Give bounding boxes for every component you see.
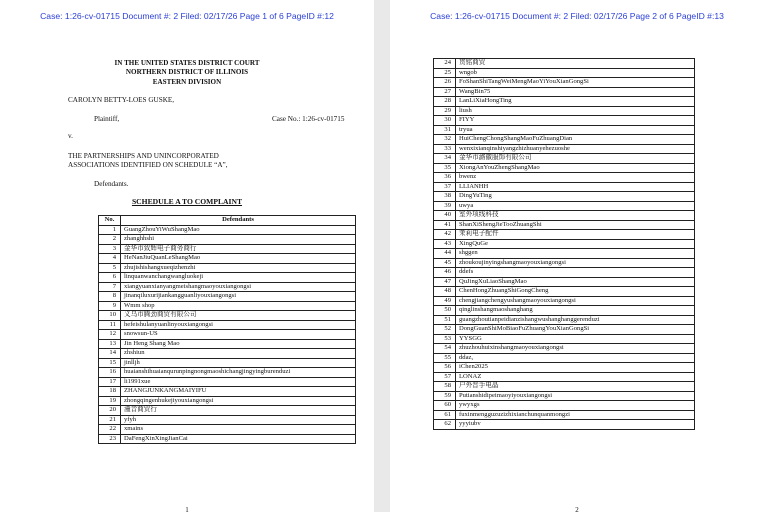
table-row [99, 225, 356, 235]
defendant-name: guangzhoutianpeidianzishangwushanghanggerenduzi [456, 315, 695, 325]
table-row [99, 254, 356, 264]
column-header-no: No. [99, 216, 121, 226]
table-row [434, 144, 695, 154]
defendant-name: Putianshidipeimaoyiyouxiangongsi [456, 391, 695, 401]
row-number: 42 [434, 230, 456, 240]
table-row [434, 173, 695, 183]
defendant-name: huaianshihuaianqurunpingnongmaoshichangjingyingburenduzi [121, 368, 356, 378]
table-row [434, 363, 695, 373]
row-number: 31 [434, 125, 456, 135]
row-number: 49 [434, 296, 456, 306]
row-number: 3 [99, 244, 121, 254]
defendants-description [68, 152, 228, 170]
defendant-name: 金华市致辉电子商务商行 [121, 244, 356, 254]
table-row [99, 349, 356, 359]
plaintiff-role: Plaintiff, [94, 115, 120, 123]
table-row [434, 154, 695, 164]
court-line: IN THE UNITED STATES DISTRICT COURT [114, 59, 260, 67]
row-number: 35 [434, 163, 456, 173]
defendant-name: WangBin75 [456, 87, 695, 97]
row-number: 5 [99, 263, 121, 273]
defendant-name: LLIANHH [456, 182, 695, 192]
defendant-name: FoShanShiTangWeiMengMaoYiYouXianGongSi [456, 78, 695, 88]
table-row [434, 68, 695, 78]
defendant-name: FIYY [456, 116, 695, 126]
row-number: 38 [434, 192, 456, 202]
page-header: Case: 1:26-cv-01715 Document #: 2 Filed: 02/17/26 Page 2 of 6 PageID #:13 [430, 11, 724, 21]
row-number: 58 [434, 382, 456, 392]
row-number: 59 [434, 391, 456, 401]
defendant-name: tryua [456, 125, 695, 135]
defendant-name: zhshiun [121, 349, 356, 359]
defendant-name: Wmm shop [121, 301, 356, 311]
table-row [434, 401, 695, 411]
defendant-name: 茉莉电子配件 [456, 230, 695, 240]
table-row [434, 78, 695, 88]
row-number: 61 [434, 410, 456, 420]
defendant-name: LanLiXiaHongTing [456, 97, 695, 107]
row-number: 7 [99, 282, 121, 292]
defendant-name: hefeishulanyuanlinyouxiangongsi [121, 320, 356, 330]
table-row [99, 358, 356, 368]
row-number: 45 [434, 258, 456, 268]
row-number: 44 [434, 249, 456, 259]
table-row [434, 182, 695, 192]
row-number: 39 [434, 201, 456, 211]
row-number: 56 [434, 363, 456, 373]
defendant-name: HeNanJiuQuanLeShangMao [121, 254, 356, 264]
table-row [434, 59, 695, 69]
defendant-name: jinlljh [121, 358, 356, 368]
defendant-name: DingYuTing [456, 192, 695, 202]
table-row [434, 287, 695, 297]
table-row [99, 263, 356, 273]
table-row [99, 425, 356, 435]
defendant-name: xmains [121, 425, 356, 435]
defendant-name: iChen2025 [456, 363, 695, 373]
defendant-name: fuxinmengguzuzizhixianchunquanmongzi [456, 410, 695, 420]
row-number: 6 [99, 273, 121, 283]
row-number: 47 [434, 277, 456, 287]
table-row [434, 211, 695, 221]
row-number: 46 [434, 268, 456, 278]
table-row [434, 116, 695, 126]
court-caption [0, 59, 374, 87]
case-number: Case No.: 1:26-cv-01715 [272, 115, 345, 123]
page-number: 1 [185, 506, 189, 512]
row-number: 10 [99, 311, 121, 321]
table-row [434, 277, 695, 287]
row-number: 34 [434, 154, 456, 164]
row-number: 54 [434, 344, 456, 354]
defendants-line: THE PARTNERSHIPS AND UNINCORPORATED [68, 152, 219, 160]
defendant-name: LONAZ [456, 372, 695, 382]
table-header-row [99, 216, 356, 226]
table-row [99, 244, 356, 254]
table-row [434, 420, 695, 430]
table-row [434, 97, 695, 107]
table-row [99, 235, 356, 245]
row-number: 11 [99, 320, 121, 330]
defendant-name: XingQuGe [456, 239, 695, 249]
table-row [99, 387, 356, 397]
table-row [99, 377, 356, 387]
row-number: 40 [434, 211, 456, 221]
table-row [99, 292, 356, 302]
defendant-name: HuiChengChongShangMaoFuZhuangDian [456, 135, 695, 145]
page-header: Case: 1:26-cv-01715 Document #: 2 Filed: 02/17/26 Page 1 of 6 PageID #:12 [40, 11, 334, 21]
table-row [99, 330, 356, 340]
row-number: 27 [434, 87, 456, 97]
defendant-name: wenxixianqinshiyangzhizhuanyehezuoshe [456, 144, 695, 154]
schedule-title: SCHEDULE A TO COMPLAINT [131, 197, 243, 206]
table-row [434, 87, 695, 97]
row-number: 24 [434, 59, 456, 69]
defendant-name: QuJingXuLiaoShangMao [456, 277, 695, 287]
defendant-name: xiangyuanxianyangmeishangmaoyouxiangongsi [121, 282, 356, 292]
defendants-role: Defendants. [94, 180, 129, 188]
court-line: NORTHERN DISTRICT OF ILLINOIS [125, 68, 249, 77]
row-number: 53 [434, 334, 456, 344]
defendant-name: shggen [456, 249, 695, 259]
court-line: EASTERN DIVISION [152, 77, 222, 86]
defendant-name: yfyh [121, 415, 356, 425]
row-number: 14 [99, 349, 121, 359]
row-number: 25 [434, 68, 456, 78]
defendant-name: DongGuanShiMoBiaoFuZhuangYouXianGongSi [456, 325, 695, 335]
table-row [99, 368, 356, 378]
defendant-name: YYSGG [456, 334, 695, 344]
table-row [434, 258, 695, 268]
table-row [99, 434, 356, 444]
table-row [434, 344, 695, 354]
row-number: 60 [434, 401, 456, 411]
table-row [434, 315, 695, 325]
row-number: 20 [99, 406, 121, 416]
defendant-name: XiongAnYouZhengShangMao [456, 163, 695, 173]
defendant-name: li1991xue [121, 377, 356, 387]
defendant-name: uwya [456, 201, 695, 211]
table-row [434, 135, 695, 145]
defendant-name: GuangZhouYiWuShangMao [121, 225, 356, 235]
table-row [434, 306, 695, 316]
document-page-1 [0, 0, 374, 512]
row-number: 29 [434, 106, 456, 116]
row-number: 43 [434, 239, 456, 249]
defendants-table [433, 58, 695, 430]
defendant-name: liush [456, 106, 695, 116]
row-number: 12 [99, 330, 121, 340]
table-row [99, 301, 356, 311]
plaintiff-name: CAROLYN BETTY-LOES GUSKE, [68, 96, 175, 104]
table-row [434, 230, 695, 240]
row-number: 28 [434, 97, 456, 107]
table-row [434, 239, 695, 249]
defendant-name: yyyiubv [456, 420, 695, 430]
page-number: 2 [575, 506, 579, 512]
defendant-name: zhoukoujinyingshangmaoyouxiangongsi [456, 258, 695, 268]
defendant-name: bwenz [456, 173, 695, 183]
table-row [434, 249, 695, 259]
defendant-name: DaFengXinXingJianCai [121, 434, 356, 444]
table-row [434, 125, 695, 135]
table-row [434, 163, 695, 173]
row-number: 18 [99, 387, 121, 397]
row-number: 37 [434, 182, 456, 192]
row-number: 2 [99, 235, 121, 245]
row-number: 36 [434, 173, 456, 183]
table-row [434, 391, 695, 401]
table-row [99, 415, 356, 425]
table-row [434, 372, 695, 382]
table-row [99, 406, 356, 416]
row-number: 51 [434, 315, 456, 325]
table-row [434, 296, 695, 306]
defendant-name: 室外项线科技 [456, 211, 695, 221]
row-number: 55 [434, 353, 456, 363]
row-number: 33 [434, 144, 456, 154]
defendant-name: wngob [456, 68, 695, 78]
row-number: 41 [434, 220, 456, 230]
table-row [434, 268, 695, 278]
defendant-name: jinanqiluxurijiankangguanliyouxiangongsi [121, 292, 356, 302]
column-header-defendants: Defendants [121, 216, 356, 226]
table-row [99, 282, 356, 292]
row-number: 9 [99, 301, 121, 311]
table-row [434, 192, 695, 202]
defendant-name: ZHANGJUNKANGMAIYIFU [121, 387, 356, 397]
defendant-name: zhongqingenhukejiyouxiangongsi [121, 396, 356, 406]
table-row [434, 382, 695, 392]
document-page-2 [390, 0, 764, 512]
row-number: 57 [434, 372, 456, 382]
table-row [434, 106, 695, 116]
row-number: 13 [99, 339, 121, 349]
defendant-name: zhujishishangxueqizhenzhi [121, 263, 356, 273]
defendant-name: snowsun-US [121, 330, 356, 340]
table-row [99, 396, 356, 406]
row-number: 50 [434, 306, 456, 316]
row-number: 8 [99, 292, 121, 302]
table-row [99, 339, 356, 349]
defendant-name: qinglinshangmaoshanghang [456, 306, 695, 316]
row-number: 62 [434, 420, 456, 430]
row-number: 1 [99, 225, 121, 235]
defendant-name: 金华市潞徽服饰有限公司 [456, 154, 695, 164]
defendant-name: zhuzhouhuixinshangmaoyouxiangongsi [456, 344, 695, 354]
defendant-name: 潼音商贸行 [121, 406, 356, 416]
row-number: 32 [434, 135, 456, 145]
defendant-name: 义乌市腾劲商贸有限公司 [121, 311, 356, 321]
row-number: 16 [99, 368, 121, 378]
row-number: 17 [99, 377, 121, 387]
table-row [434, 353, 695, 363]
defendant-name: ddefs [456, 268, 695, 278]
row-number: 26 [434, 78, 456, 88]
defendant-name: ShanXiShengJieTooZhuangShi [456, 220, 695, 230]
row-number: 22 [99, 425, 121, 435]
defendant-name: linquanwanchangwangluokeji [121, 273, 356, 283]
row-number: 19 [99, 396, 121, 406]
table-row [99, 273, 356, 283]
versus: v. [68, 132, 73, 140]
row-number: 52 [434, 325, 456, 335]
defendants-line: ASSOCIATIONS IDENTIFIED ON SCHEDULE “A”, [68, 161, 228, 169]
table-row [434, 201, 695, 211]
defendant-name: zhanghhshi [121, 235, 356, 245]
table-row [434, 410, 695, 420]
row-number: 21 [99, 415, 121, 425]
row-number: 4 [99, 254, 121, 264]
defendant-name: chengjiangchengyushangmaoyouxiangongsi [456, 296, 695, 306]
row-number: 30 [434, 116, 456, 126]
row-number: 23 [99, 434, 121, 444]
row-number: 15 [99, 358, 121, 368]
row-number: 48 [434, 287, 456, 297]
defendant-name: 贯铭商贸 [456, 59, 695, 69]
table-row [434, 334, 695, 344]
table-row [99, 320, 356, 330]
defendant-name: Jin Heng Shang Mao [121, 339, 356, 349]
defendant-name: ChenHongZhuangShiGongCheng [456, 287, 695, 297]
defendants-table [98, 215, 356, 444]
table-row [99, 311, 356, 321]
table-row [434, 220, 695, 230]
table-row [434, 325, 695, 335]
defendant-name: ddaz, [456, 353, 695, 363]
defendant-name: 户外晋手电晶 [456, 382, 695, 392]
defendant-name: ywyxgs [456, 401, 695, 411]
